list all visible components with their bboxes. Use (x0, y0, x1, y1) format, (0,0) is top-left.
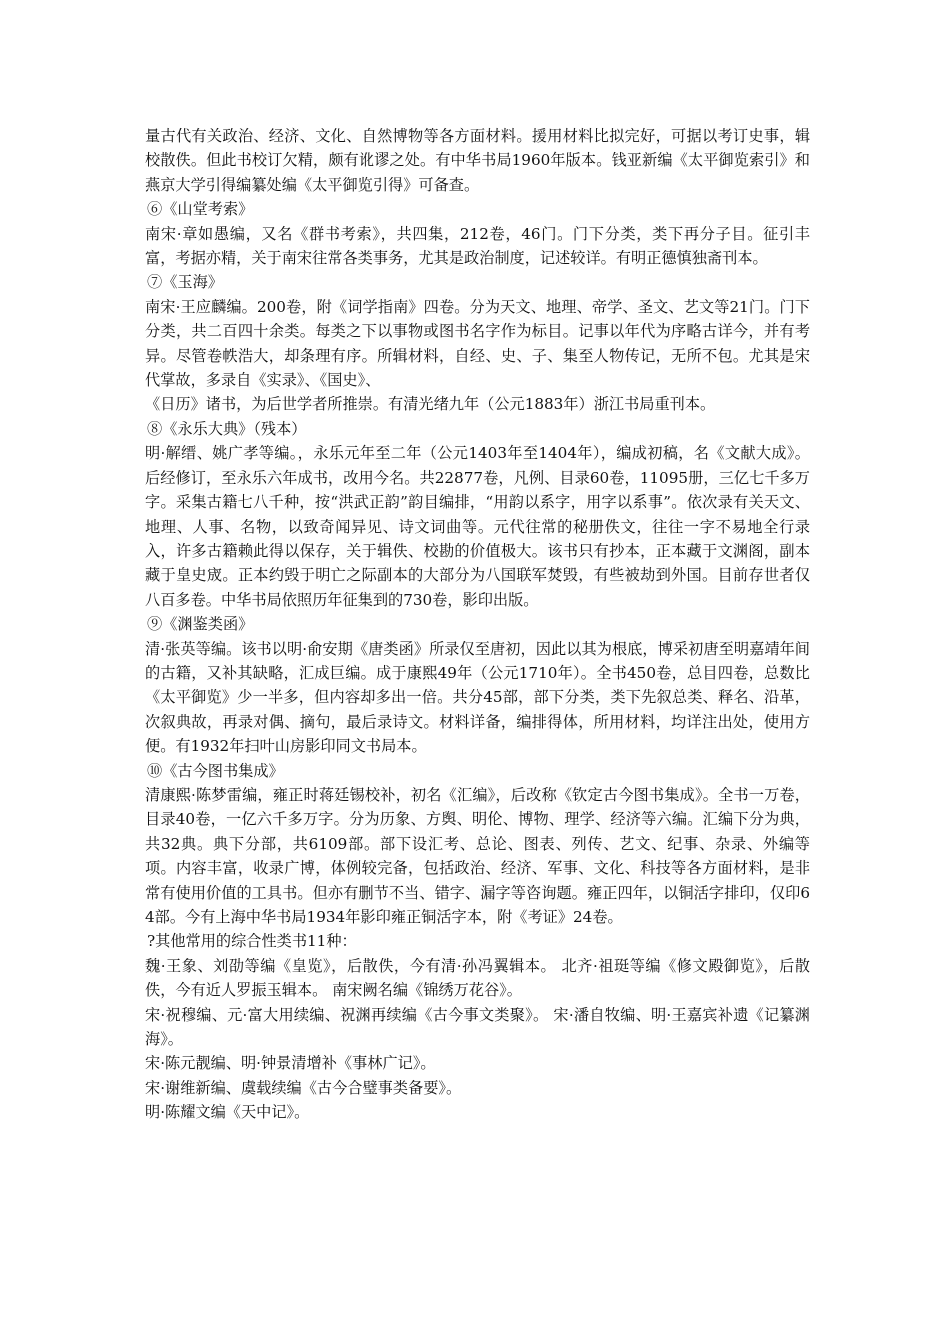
paragraph-other-leishu-2: 宋·祝穆编、元·富大用续编、祝渊再续编《古今事文类聚》。 宋·潘自牧编、明·王嘉宾补遗《记纂渊海》。 (145, 1005, 810, 1049)
paragraph-gujin-tushu-jicheng: 清康熙·陈梦雷编，雍正时蒋廷锡校补，初名《汇编》，后改称《钦定古今图书集成》。全书一万卷，目录40卷，一亿六千多万字。分为历象、方舆、明伦、博物、理学、经济等六编。汇编下分为典，共32典。典下分部，共6109部。部下设汇考、总论、图表、列传、艺文、纪事、杂录、外编等项。内容丰富，收录广博，体例较完备，包括政治、经济、军事、文化、科技等各方面材料，是非常有使用价值的工具书。但亦有删节不当、错字、漏字等咨询题。雍正四年，以铜活字排印，仅印64部。今有上海中华书局1934年影印雍正铜活字本，附《考证》24卷。 (145, 785, 810, 926)
paragraph-other-leishu-1: 魏·王象、刘劭等编《皇览》，后散佚，今有清·孙冯翼辑本。 北齐·祖珽等编《修文殿御览》，后散佚，今有近人罗振玉辑本。 南宋阙名编《锦绣万花谷》。 (145, 956, 810, 1000)
paragraph-other-leishu-3: 宋·陈元靓编、明·钟景清增补《事林广记》。 (145, 1054, 436, 1073)
paragraph-other-leishu-5: 明·陈耀文编《天中记》。 (145, 1103, 310, 1122)
paragraph-other-leishu-4: 宋·谢维新编、虞载续编《古今合璧事类备要》。 (145, 1078, 462, 1097)
paragraph-yuhai: 南宋·王应麟编。200卷，附《词学指南》四卷。分为天文、地理、帝学、圣文、艺文等21门。门下分类，共二百四十余类。每类之下以事物或图书名字作为标目。记事以年代为序略古详今，并有考异。尽管卷帙浩大，却条理有序。所辑材料，自经、史、子、集至人物传记，无所不包。尤其是宋代掌故，多录自《实录》、《国史》、 (145, 297, 810, 390)
heading-yongle-dadian: ⑧《永乐大典》（残本） (147, 419, 307, 438)
heading-other-leishu: ?其他常用的综合性类书11种： (147, 932, 357, 951)
heading-shantang-kaosuo: ⑥《山堂考索》 (147, 200, 254, 219)
document-page (145, 124, 810, 1125)
paragraph-yuhai-continued: 《日历》诸书，为后世学者所推崇。有清光绪九年（公元1883年）浙江书局重刊本。 (145, 395, 716, 414)
paragraph-yongle-dadian: 明·解缙、姚广孝等编。，永乐元年至二年（公元1403年至1404年），编成初稿，名《文献大成》。后经修订，至永乐六年成书，改用今名。共22877卷，凡例、目录60卷，11095册，三亿七千多万字。采集古籍七八千种，按“洪武正韵”韵目编排，“用韵以系字，用字以系事”。依次录有关天文、地理、人事、名物，以致奇闻异见、诗文词曲等。元代往常的秘册佚文，往往一字不易地全行录入，许多古籍赖此得以保存，关于辑佚、校勘的价值极大。该书只有抄本，正本藏于文渊阁，副本藏于皇史宬。正本约毁于明亡之际副本的大部分为八国联军焚毁，有些被劫到外国。目前存世者仅八百多卷。中华书局依照历年征集到的730卷，影印出版。 (145, 444, 810, 609)
heading-yuanjian-leihan: ⑨《渊鉴类函》 (147, 615, 254, 634)
heading-yuhai: ⑦《玉海》 (147, 273, 223, 292)
paragraph-taiping-yulan-tail: 量古代有关政治、经济、文化、自然博物等各方面材料。援用材料比拟完好，可据以考订史事，辑校散佚。但此书校订欠精，颇有讹谬之处。有中华书局1960年版本。钱亚新编《太平御览索引》和燕京大学引得编纂处编《太平御览引得》可备查。 (145, 127, 810, 194)
paragraph-yuanjian-leihan: 清·张英等编。该书以明·俞安期《唐类函》所录仅至唐初，因此以其为根底，博采初唐至明嘉靖年间的古籍，又补其缺略，汇成巨编。成于康熙49年（公元1710年）。全书450卷，总目四卷，总数比《太平御览》少一半多，但内容却多出一倍。共分45部，部下分类，类下先叙总类、释名、沿革，次叙典故，再录对偶、摘句，最后录诗文。材料详备，编排得体，所用材料，均详注出处，使用方便。有1932年扫叶山房影印同文书局本。 (145, 639, 810, 756)
paragraph-shantang-kaosuo: 南宋·章如愚编，又名《群书考索》，共四集，212卷，46门。门下分类，类下再分子目。征引丰富，考据亦精，关于南宋往常各类事务，尤其是政治制度，记述较详。有明正德慎独斋刊本。 (145, 224, 810, 268)
heading-gujin-tushu-jicheng: ⑩《古今图书集成》 (147, 761, 284, 780)
